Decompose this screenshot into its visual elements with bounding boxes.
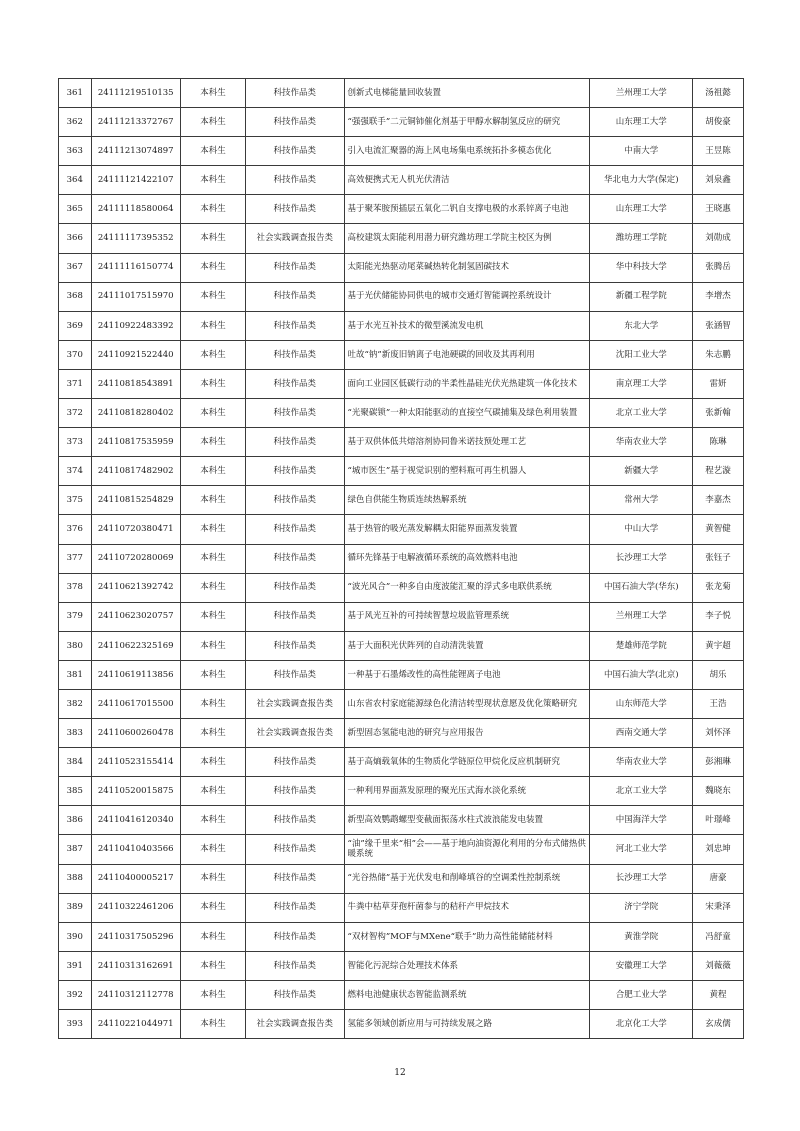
leader-name: 黄宇超 — [693, 631, 744, 660]
project-title: “波光风合”一种多自由度波能汇聚的浮式多电联供系统 — [344, 573, 590, 602]
student-type: 本科生 — [180, 719, 245, 748]
table-row — [59, 631, 744, 660]
leader-name: 朱志鹏 — [693, 340, 744, 369]
table-row — [59, 951, 744, 980]
school-name: 山东师范大学 — [590, 689, 693, 718]
student-type: 本科生 — [180, 428, 245, 457]
school-name: 兰州理工大学 — [590, 79, 693, 108]
school-name: 长沙理工大学 — [590, 864, 693, 893]
work-category: 科技作品类 — [245, 893, 344, 922]
entry-id: 24111017515970 — [91, 282, 180, 311]
leader-name: 张腾岳 — [693, 253, 744, 282]
student-type: 本科生 — [180, 166, 245, 195]
entry-id: 24111118580064 — [91, 195, 180, 224]
project-title: “光聚碳锁”一种太阳能驱动的直接空气碳捕集及绿色利用装置 — [344, 399, 590, 428]
project-title: 新型高效鹦鹉螺型变截面振荡水柱式波浪能发电装置 — [344, 806, 590, 835]
table-row — [59, 166, 744, 195]
leader-name: 魏晓东 — [693, 777, 744, 806]
school-name: 新疆工程学院 — [590, 282, 693, 311]
table-row — [59, 457, 744, 486]
entry-id: 24110921522440 — [91, 340, 180, 369]
row-number: 364 — [59, 166, 92, 195]
student-type: 本科生 — [180, 369, 245, 398]
student-type: 本科生 — [180, 573, 245, 602]
work-category: 科技作品类 — [245, 864, 344, 893]
table-row — [59, 340, 744, 369]
school-name: 沈阳工业大学 — [590, 340, 693, 369]
student-type: 本科生 — [180, 515, 245, 544]
leader-name: 王浩 — [693, 689, 744, 718]
row-number: 363 — [59, 137, 92, 166]
school-name: 安徽理工大学 — [590, 951, 693, 980]
entry-id: 24111213372767 — [91, 108, 180, 137]
leader-name: 彭湘琳 — [693, 748, 744, 777]
student-type: 本科生 — [180, 544, 245, 573]
table-row — [59, 195, 744, 224]
work-category: 社会实践调查报告类 — [245, 689, 344, 718]
work-category: 科技作品类 — [245, 311, 344, 340]
leader-name: 刘勋成 — [693, 224, 744, 253]
work-category: 科技作品类 — [245, 835, 344, 864]
school-name: 南京理工大学 — [590, 369, 693, 398]
entry-id: 24110410403566 — [91, 835, 180, 864]
project-title: 牛粪中枯草芽孢杆菌参与的秸秆产甲烷技术 — [344, 893, 590, 922]
table-row — [59, 282, 744, 311]
row-number: 362 — [59, 108, 92, 137]
table-row — [59, 864, 744, 893]
school-name: 中山大学 — [590, 515, 693, 544]
leader-name: 张龙菊 — [693, 573, 744, 602]
student-type: 本科生 — [180, 864, 245, 893]
school-name: 山东理工大学 — [590, 195, 693, 224]
work-category: 科技作品类 — [245, 486, 344, 515]
row-number: 390 — [59, 922, 92, 951]
student-type: 本科生 — [180, 631, 245, 660]
student-type: 本科生 — [180, 951, 245, 980]
row-number: 383 — [59, 719, 92, 748]
work-category: 社会实践调查报告类 — [245, 719, 344, 748]
project-title: 山东省农村家庭能源绿色化清洁转型现状意愿及优化策略研究 — [344, 689, 590, 718]
work-category: 科技作品类 — [245, 195, 344, 224]
project-title: 基于风光互补的可持续智慧垃圾监管理系统 — [344, 602, 590, 631]
student-type: 本科生 — [180, 457, 245, 486]
project-title: 一种基于石墨烯改性的高性能锂离子电池 — [344, 660, 590, 689]
project-title: 基于双供体低共熔溶剂协同鲁米诺技预处理工艺 — [344, 428, 590, 457]
project-title: 面向工业园区低碳行动的半柔性晶硅光伏光热建筑一体化技术 — [344, 369, 590, 398]
work-category: 科技作品类 — [245, 137, 344, 166]
table-row — [59, 311, 744, 340]
leader-name: 刘泉鑫 — [693, 166, 744, 195]
entry-id: 24110818543891 — [91, 369, 180, 398]
leader-name: 张钰子 — [693, 544, 744, 573]
table-row — [59, 719, 744, 748]
entry-id: 24110623020757 — [91, 602, 180, 631]
project-title: 氢能多领域创新应用与可持续发展之路 — [344, 1010, 590, 1039]
student-type: 本科生 — [180, 195, 245, 224]
project-title: 基于聚苯胺预插层五氧化二钒自支撑电极的水系锌离子电池 — [344, 195, 590, 224]
leader-name: 李子悦 — [693, 602, 744, 631]
student-type: 本科生 — [180, 486, 245, 515]
student-type: 本科生 — [180, 806, 245, 835]
row-number: 374 — [59, 457, 92, 486]
row-number: 385 — [59, 777, 92, 806]
row-number: 365 — [59, 195, 92, 224]
work-category: 科技作品类 — [245, 980, 344, 1009]
leader-name: 玄成儒 — [693, 1010, 744, 1039]
leader-name: 冯舒童 — [693, 922, 744, 951]
entry-id: 24110523155414 — [91, 748, 180, 777]
entry-id: 24111121422107 — [91, 166, 180, 195]
page-number: 12 — [394, 1068, 406, 1078]
row-number: 389 — [59, 893, 92, 922]
leader-name: 张涵智 — [693, 311, 744, 340]
project-title: 绿色自供能生物质连续热解系统 — [344, 486, 590, 515]
school-name: 中国石油大学(北京) — [590, 660, 693, 689]
table-row — [59, 224, 744, 253]
school-name: 北京工业大学 — [590, 777, 693, 806]
student-type: 本科生 — [180, 253, 245, 282]
leader-name: 宋秉泽 — [693, 893, 744, 922]
leader-name: 刘怀泽 — [693, 719, 744, 748]
entry-id: 24110600260478 — [91, 719, 180, 748]
table-row — [59, 748, 744, 777]
table-row — [59, 835, 744, 864]
project-title: 燃料电池健康状态智能监测系统 — [344, 980, 590, 1009]
leader-name: 胡俊豪 — [693, 108, 744, 137]
work-category: 科技作品类 — [245, 660, 344, 689]
project-title: 循环先锋基于电解液循环系统的高效燃料电池 — [344, 544, 590, 573]
student-type: 本科生 — [180, 79, 245, 108]
row-number: 375 — [59, 486, 92, 515]
work-category: 科技作品类 — [245, 573, 344, 602]
work-category: 科技作品类 — [245, 631, 344, 660]
entry-id: 24110619113856 — [91, 660, 180, 689]
project-title: “油”缘千里来“相”会——基于地向油资源化利用的分布式储热供暖系统 — [344, 835, 590, 864]
table-row — [59, 922, 744, 951]
project-title: 基于高熵载氧体的生物质化学链原位甲烷化反应机制研究 — [344, 748, 590, 777]
entry-id: 24110312112778 — [91, 980, 180, 1009]
work-category: 科技作品类 — [245, 922, 344, 951]
entry-id: 24110720380471 — [91, 515, 180, 544]
entry-id: 24110621392742 — [91, 573, 180, 602]
school-name: 华南农业大学 — [590, 748, 693, 777]
project-title: “城市医生”基于视觉识别的塑料瓶可再生机器人 — [344, 457, 590, 486]
entry-id: 24110817482902 — [91, 457, 180, 486]
leader-name: 刘薇薇 — [693, 951, 744, 980]
work-category: 社会实践调查报告类 — [245, 224, 344, 253]
work-category: 科技作品类 — [245, 253, 344, 282]
table-row — [59, 399, 744, 428]
row-number: 376 — [59, 515, 92, 544]
table-row — [59, 137, 744, 166]
school-name: 黄淮学院 — [590, 922, 693, 951]
school-name: 华北电力大学(保定) — [590, 166, 693, 195]
student-type: 本科生 — [180, 980, 245, 1009]
leader-name: 程艺漩 — [693, 457, 744, 486]
table-row — [59, 486, 744, 515]
entry-id: 24110313162691 — [91, 951, 180, 980]
table-row — [59, 253, 744, 282]
school-name: 新疆大学 — [590, 457, 693, 486]
leader-name: 雷妍 — [693, 369, 744, 398]
row-number: 387 — [59, 835, 92, 864]
entry-id: 24110617015500 — [91, 689, 180, 718]
student-type: 本科生 — [180, 748, 245, 777]
row-number: 372 — [59, 399, 92, 428]
work-category: 科技作品类 — [245, 369, 344, 398]
school-name: 东北大学 — [590, 311, 693, 340]
project-title: 一种利用界面蒸发原理的聚光压式海水淡化系统 — [344, 777, 590, 806]
table-row — [59, 428, 744, 457]
school-name: 长沙理工大学 — [590, 544, 693, 573]
school-name: 济宁学院 — [590, 893, 693, 922]
student-type: 本科生 — [180, 922, 245, 951]
work-category: 科技作品类 — [245, 806, 344, 835]
school-name: 北京化工大学 — [590, 1010, 693, 1039]
row-number: 373 — [59, 428, 92, 457]
student-type: 本科生 — [180, 689, 245, 718]
work-category: 科技作品类 — [245, 79, 344, 108]
student-type: 本科生 — [180, 340, 245, 369]
project-title: 基于热管的吸光蒸发解耦太阳能界面蒸发装置 — [344, 515, 590, 544]
table-row — [59, 806, 744, 835]
table-row — [59, 893, 744, 922]
work-category: 科技作品类 — [245, 544, 344, 573]
row-number: 371 — [59, 369, 92, 398]
row-number: 388 — [59, 864, 92, 893]
leader-name: 唐豪 — [693, 864, 744, 893]
entry-id: 24110818280402 — [91, 399, 180, 428]
row-number: 368 — [59, 282, 92, 311]
project-title: 新型固态氢能电池的研究与应用报告 — [344, 719, 590, 748]
row-number: 386 — [59, 806, 92, 835]
project-title: 吐故“钠”新废旧钠离子电池硬碳的回收及其再利用 — [344, 340, 590, 369]
project-title: 高校建筑太阳能利用潜力研究潍坊理工学院主校区为例 — [344, 224, 590, 253]
leader-name: 张新翰 — [693, 399, 744, 428]
work-category: 科技作品类 — [245, 515, 344, 544]
leader-name: 李增杰 — [693, 282, 744, 311]
leader-name: 叶璟峰 — [693, 806, 744, 835]
entry-id: 24110622325169 — [91, 631, 180, 660]
project-title: 太阳能光热驱动尾菜碱热转化制氢固碳技术 — [344, 253, 590, 282]
entry-id: 24110317505296 — [91, 922, 180, 951]
project-title: 引入电流汇聚器的海上风电场集电系统拓扑多模态优化 — [344, 137, 590, 166]
student-type: 本科生 — [180, 602, 245, 631]
table-row — [59, 544, 744, 573]
table-row — [59, 108, 744, 137]
table-row — [59, 602, 744, 631]
entry-id: 24110815254829 — [91, 486, 180, 515]
work-category: 科技作品类 — [245, 602, 344, 631]
entry-id: 24110520015875 — [91, 777, 180, 806]
row-number: 377 — [59, 544, 92, 573]
row-number: 361 — [59, 79, 92, 108]
work-category: 科技作品类 — [245, 282, 344, 311]
row-number: 384 — [59, 748, 92, 777]
leader-name: 黄程 — [693, 980, 744, 1009]
school-name: 中国海洋大学 — [590, 806, 693, 835]
work-category: 科技作品类 — [245, 166, 344, 195]
table-body — [59, 79, 744, 1039]
work-category: 科技作品类 — [245, 457, 344, 486]
leader-name: 陈琳 — [693, 428, 744, 457]
project-title: “强强联手”二元铜铈催化剂基于甲醇水解制氢反应的研究 — [344, 108, 590, 137]
table-row — [59, 369, 744, 398]
entry-id: 24110817535959 — [91, 428, 180, 457]
school-name: 西南交通大学 — [590, 719, 693, 748]
table-row — [59, 1010, 744, 1039]
school-name: 北京工业大学 — [590, 399, 693, 428]
student-type: 本科生 — [180, 399, 245, 428]
leader-name: 李嘉杰 — [693, 486, 744, 515]
leader-name: 胡乐 — [693, 660, 744, 689]
entry-id: 24111219510135 — [91, 79, 180, 108]
leader-name: 黄智健 — [693, 515, 744, 544]
school-name: 中南大学 — [590, 137, 693, 166]
entry-id: 24110416120340 — [91, 806, 180, 835]
school-name: 兰州理工大学 — [590, 602, 693, 631]
entry-id: 24110922483392 — [91, 311, 180, 340]
school-name: 中国石油大学(华东) — [590, 573, 693, 602]
row-number: 381 — [59, 660, 92, 689]
student-type: 本科生 — [180, 224, 245, 253]
project-title: “双材智构”MOF与MXene“联手”助力高性能储能材料 — [344, 922, 590, 951]
table-row — [59, 515, 744, 544]
project-title: 基于光伏储能协同供电的城市交通灯智能调控系统设计 — [344, 282, 590, 311]
entry-id: 24110720280069 — [91, 544, 180, 573]
project-title: 基于水光互补技术的微型溪流发电机 — [344, 311, 590, 340]
project-title: 智能化污泥综合处理技术体系 — [344, 951, 590, 980]
row-number: 367 — [59, 253, 92, 282]
work-category: 科技作品类 — [245, 748, 344, 777]
student-type: 本科生 — [180, 108, 245, 137]
leader-name: 王昱陈 — [693, 137, 744, 166]
entry-id: 24110221044971 — [91, 1010, 180, 1039]
project-title: “光谷热储”基于光伏发电和削峰填谷的空调柔性控制系统 — [344, 864, 590, 893]
leader-name: 刘忠坤 — [693, 835, 744, 864]
work-category: 科技作品类 — [245, 399, 344, 428]
row-number: 366 — [59, 224, 92, 253]
entry-id: 24110322461206 — [91, 893, 180, 922]
row-number: 370 — [59, 340, 92, 369]
table-row — [59, 689, 744, 718]
school-name: 山东理工大学 — [590, 108, 693, 137]
work-category: 科技作品类 — [245, 951, 344, 980]
row-number: 378 — [59, 573, 92, 602]
student-type: 本科生 — [180, 835, 245, 864]
school-name: 合肥工业大学 — [590, 980, 693, 1009]
entry-id: 24111116150774 — [91, 253, 180, 282]
school-name: 楚雄师范学院 — [590, 631, 693, 660]
school-name: 潍坊理工学院 — [590, 224, 693, 253]
student-type: 本科生 — [180, 893, 245, 922]
entry-id: 24111213074897 — [91, 137, 180, 166]
row-number: 369 — [59, 311, 92, 340]
student-type: 本科生 — [180, 282, 245, 311]
student-type: 本科生 — [180, 311, 245, 340]
project-title: 基于大面积光伏阵列的自动清洗装置 — [344, 631, 590, 660]
table-row — [59, 980, 744, 1009]
row-number: 391 — [59, 951, 92, 980]
row-number: 392 — [59, 980, 92, 1009]
row-number: 382 — [59, 689, 92, 718]
leader-name: 汤祖懿 — [693, 79, 744, 108]
work-category: 科技作品类 — [245, 428, 344, 457]
table-row — [59, 79, 744, 108]
row-number: 393 — [59, 1010, 92, 1039]
school-name: 华南农业大学 — [590, 428, 693, 457]
entry-id: 24110400005217 — [91, 864, 180, 893]
work-category: 科技作品类 — [245, 777, 344, 806]
school-name: 常州大学 — [590, 486, 693, 515]
school-name: 华中科技大学 — [590, 253, 693, 282]
table-row — [59, 660, 744, 689]
table-row — [59, 777, 744, 806]
table-row — [59, 573, 744, 602]
row-number: 379 — [59, 602, 92, 631]
work-category: 科技作品类 — [245, 340, 344, 369]
student-type: 本科生 — [180, 777, 245, 806]
student-type: 本科生 — [180, 660, 245, 689]
award-list-table — [58, 78, 744, 1039]
work-category: 社会实践调查报告类 — [245, 1010, 344, 1039]
project-title: 创新式电梯能量回收装置 — [344, 79, 590, 108]
leader-name: 王晓惠 — [693, 195, 744, 224]
student-type: 本科生 — [180, 1010, 245, 1039]
row-number: 380 — [59, 631, 92, 660]
entry-id: 24111117395352 — [91, 224, 180, 253]
work-category: 科技作品类 — [245, 108, 344, 137]
project-title: 高效便携式无人机光伏清洁 — [344, 166, 590, 195]
school-name: 河北工业大学 — [590, 835, 693, 864]
student-type: 本科生 — [180, 137, 245, 166]
